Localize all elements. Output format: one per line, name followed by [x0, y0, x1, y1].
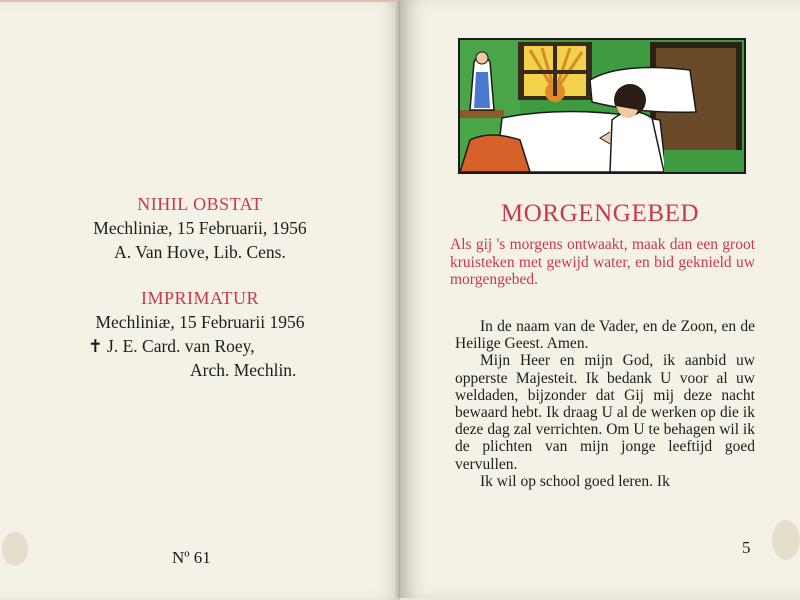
prayer-paragraph: Ik wil op school goed leren. Ik — [480, 472, 670, 490]
prayer-title: MORGENGEBED — [500, 200, 700, 227]
rubric-instruction: Als gij 's morgens ontwaakt, maak dan een groot kruisteken met gewijd water, en bid geknield uw morgengebed. — [450, 236, 755, 288]
censor-name: A. Van Hove, Lib. Cens. — [114, 242, 286, 262]
nihil-obstat-heading: NIHIL OBSTAT — [137, 194, 263, 214]
prayer-paragraph: In de naam van de Vader, en de Zoon, en de Heilige Geest. Amen. — [455, 318, 755, 353]
paper-stain — [772, 520, 800, 560]
imprimatur-heading: IMPRIMATUR — [140, 288, 260, 308]
booklet-number: Nº 61 — [172, 548, 211, 567]
imprimatur-block — [0, 286, 400, 382]
kneeling-child-picture — [460, 40, 744, 172]
paper-stain — [2, 532, 28, 566]
morning-prayer-illustration — [458, 38, 746, 174]
archbishop-title: Arch. Mechlin. — [190, 360, 297, 380]
cardinal-name: ✝ J. E. Card. van Roey, — [88, 336, 255, 356]
page-number: 5 — [742, 538, 751, 557]
prayer-text — [455, 318, 755, 490]
prayer-paragraph: Mijn Heer en mijn God, ik aanbid uw opperste Majesteit. Ik bedank U voor al uw weldaden, bijzonder dat Gij mij deze nacht bewaard hebt. Ik draag U al de werken op die ik deze dag zal verrichten. Om U te behagen wil ik de plichten van mijn jonge leeftijd goed vervullen. — [455, 352, 755, 473]
imprimatur-date: Mechliniæ, 15 Februarii 1956 — [95, 312, 305, 332]
nihil-obstat-block — [0, 192, 400, 264]
nihil-obstat-date: Mechliniæ, 15 Februarii, 1956 — [93, 218, 307, 238]
